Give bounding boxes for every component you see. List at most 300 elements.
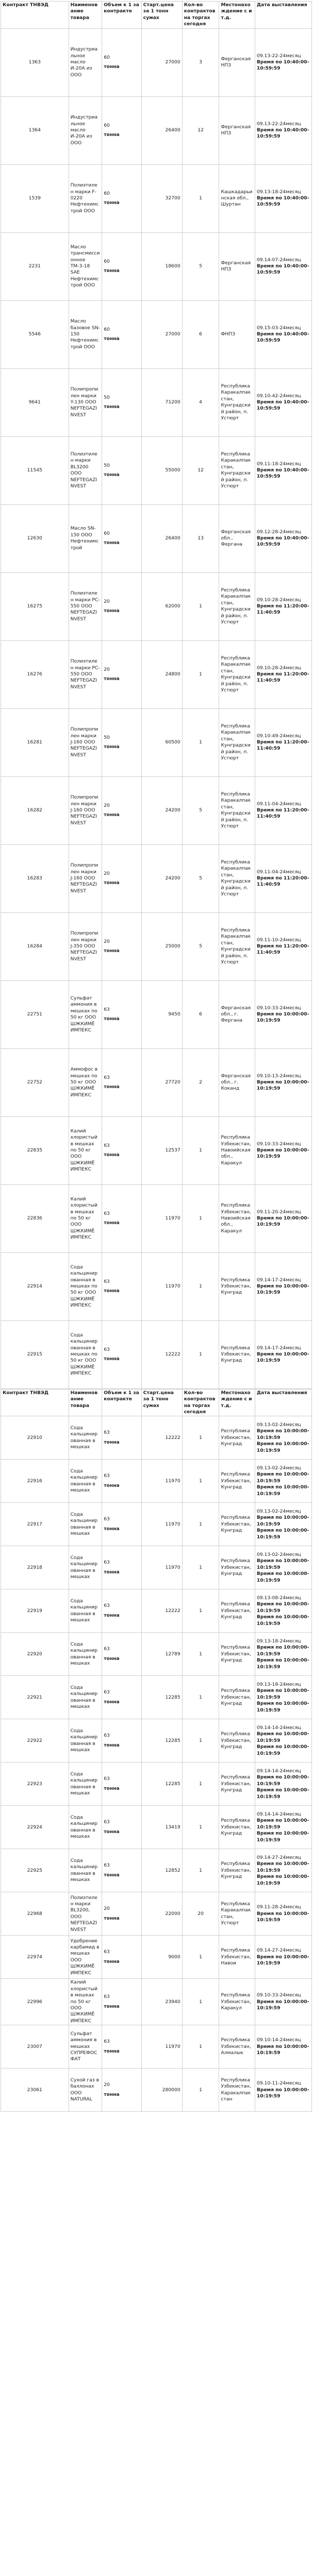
header-location-2: Местонахождение с и т.д. (219, 1389, 255, 1416)
location-value: Республика Узбекистан, Каракул (221, 1992, 251, 2011)
unit-label: тонна (104, 2048, 120, 2054)
count-value: 1 (199, 671, 203, 677)
count-value: 20 (197, 1910, 204, 1917)
price-value: 23940 (165, 1998, 180, 2005)
unit-label: тонна (104, 1356, 120, 1362)
cell-volume (102, 1676, 142, 1719)
time-prefix: Время по (256, 807, 282, 813)
date-value: 09.13-02-24месяц (256, 1421, 301, 1428)
table-row (1, 368, 312, 436)
time-window: 10:40:00-10:59:59 (256, 535, 309, 548)
time-prefix: Время по (256, 399, 282, 405)
table-row (1, 232, 312, 300)
volume-value: 63 (104, 1430, 110, 1436)
time-prefix: Время по (256, 1428, 282, 1434)
price-value: 24200 (165, 807, 180, 813)
cell-date (255, 1633, 311, 1676)
cell-volume (102, 1633, 142, 1676)
cell-price (141, 1936, 182, 1979)
cell-location (219, 1546, 255, 1589)
time-window: 10:00:00-10:19:59 (256, 1910, 309, 1923)
location-value: Республика Каракалпакстан, Кунградский район, п. Устюрт (221, 723, 251, 761)
time-prefix: Время по (256, 1558, 282, 1564)
product-name: Полипропилен марки J-160 ООО NEFTEGAZINVEST (70, 862, 98, 894)
volume-value: 63 (104, 1278, 110, 1284)
volume-value: 63 (104, 1473, 110, 1479)
count-value: 1 (199, 1564, 203, 1570)
cell-contract (1, 1892, 69, 1936)
unit-label: тонна (104, 1439, 120, 1445)
time-prefix: Время по (256, 1571, 282, 1577)
price-value: 32700 (165, 195, 180, 201)
contract-id: 23061 (27, 2087, 42, 2093)
location-value: Республика Узбекистан, Кунград (221, 1645, 251, 1664)
cell-count (182, 844, 219, 912)
cell-date (255, 504, 311, 572)
cell-contract (1, 2069, 69, 2112)
cell-date (255, 980, 311, 1048)
table-row (1, 504, 312, 572)
table-row (1, 980, 312, 1048)
price-value: 27720 (165, 1079, 180, 1085)
contract-id: 1364 (28, 127, 41, 133)
cell-volume (102, 368, 142, 436)
contract-id: 5546 (28, 331, 41, 337)
cell-price (141, 1116, 182, 1184)
cell-volume (102, 1849, 142, 1892)
trade-table (1, 1, 312, 1389)
volume-value: 60 (104, 54, 110, 60)
volume-value: 63 (104, 1603, 110, 1609)
cell-product (69, 1460, 102, 1503)
table-row (1, 1719, 312, 1762)
cell-volume (102, 28, 142, 96)
unit-label: тонна (104, 1288, 120, 1294)
cell-contract (1, 1320, 69, 1388)
price-value: 11970 (165, 1478, 180, 1484)
product-name: Сода кальцинированная в мешках (70, 1468, 98, 1494)
date-value: 09.13-08-24месяц (256, 1595, 301, 1601)
count-value: 1 (199, 1781, 203, 1787)
date-value: 09.13-02-24месяц (256, 1465, 301, 1471)
cell-count (182, 1252, 219, 1320)
cell-count (182, 1849, 219, 1892)
product-name: Сода кальцинированная в мешках (70, 1641, 98, 1667)
table-row (1, 1184, 312, 1252)
product-name: Сода кальцинированная в мешках (70, 1598, 98, 1623)
time-prefix: Время по (256, 1701, 282, 1707)
time-prefix: Время по (256, 1351, 282, 1357)
time-window: 11:20:00-11:40:59 (256, 807, 309, 820)
time-window: 10:00:00-10:19:59 (256, 1787, 309, 1800)
contract-id: 22921 (27, 1694, 42, 1700)
price-value: 11970 (165, 1564, 180, 1570)
cell-product (69, 2069, 102, 2112)
cell-price (141, 1633, 182, 1676)
cell-product (69, 232, 102, 300)
table-header-row (1, 2, 312, 29)
cell-price (141, 96, 182, 164)
cell-volume (102, 1546, 142, 1589)
date-value: 09.14-17-24месяц (256, 1345, 301, 1351)
location-value: Республика Узбекистан, Навоийская обл., Каракул (221, 1134, 251, 1166)
cell-price (141, 1252, 182, 1320)
cell-volume (102, 844, 142, 912)
date-value: 09.10-14-24месяц (256, 2037, 301, 2043)
cell-price (141, 640, 182, 708)
unit-label: тонна (104, 540, 120, 546)
time-prefix: Время по (256, 1744, 282, 1750)
cell-volume (102, 1979, 142, 2025)
time-window: 10:40:00-10:59:59 (256, 59, 309, 72)
count-value: 1 (199, 739, 203, 745)
cell-count (182, 1546, 219, 1589)
product-name: Полиэтилен марки F-0220 Нефтехимстрой ООО (70, 182, 99, 214)
cell-count (182, 1633, 219, 1676)
location-value: Ферганская обл., г. Фергана (221, 1005, 251, 1024)
table-row (1, 1460, 312, 1503)
table-row (1, 1546, 312, 1589)
cell-contract (1, 1979, 69, 2025)
time-window: 10:00:00-10:19:59 (256, 1351, 309, 1364)
count-value: 3 (199, 59, 203, 65)
cell-volume (102, 504, 142, 572)
cell-price (141, 1048, 182, 1116)
cell-product (69, 1546, 102, 1589)
product-name: Масло трансмиссионное ТМ-3-18 SAE Нефтехимстрой ООО (70, 244, 100, 289)
contract-id: 2231 (28, 263, 41, 269)
contract-id: 22920 (27, 1651, 42, 1657)
time-window: 10:00:00-10:19:59 (256, 1744, 309, 1756)
price-value: 18600 (165, 263, 180, 269)
table-row (1, 1633, 312, 1676)
table-row (1, 2025, 312, 2069)
volume-value: 60 (104, 326, 110, 332)
contract-id: 16281 (27, 739, 42, 745)
cell-date (255, 1849, 311, 1892)
cell-contract (1, 232, 69, 300)
cell-location (219, 436, 255, 504)
time-window: 10:40:00-10:59:59 (256, 331, 309, 344)
count-value: 5 (199, 263, 203, 269)
cell-location (219, 368, 255, 436)
time-prefix: Время по (256, 127, 282, 133)
cell-product (69, 1762, 102, 1806)
contract-id: 12630 (27, 535, 42, 541)
unit-label: тонна (104, 1612, 120, 1618)
count-value: 1 (199, 603, 203, 609)
time-prefix: Время по (256, 535, 282, 541)
time-prefix: Время по (256, 1731, 282, 1737)
cell-location (219, 232, 255, 300)
cell-count (182, 1936, 219, 1979)
cell-location (219, 164, 255, 232)
cell-date (255, 912, 311, 980)
date-value: 09.13-18-24месяц (256, 189, 301, 195)
time-window: 10:00:00-10:19:59 (256, 1614, 309, 1626)
contract-id: 23007 (27, 2043, 42, 2049)
cell-price (141, 776, 182, 844)
cell-price (141, 232, 182, 300)
location-value: Республика Узбекистан, Кунград (221, 1601, 251, 1620)
cell-contract (1, 504, 69, 572)
cell-price (141, 1676, 182, 1719)
cell-date (255, 232, 311, 300)
cell-volume (102, 1320, 142, 1388)
count-value: 12 (197, 127, 204, 133)
contract-id: 22752 (27, 1079, 42, 1085)
cell-count (182, 776, 219, 844)
date-value: 09.14-17-24месяц (256, 1277, 301, 1283)
location-value: Республика Каракалпакстан, Кунградский район, п. Устюрт (221, 791, 251, 829)
volume-value: 63 (104, 1733, 110, 1739)
cell-product (69, 2025, 102, 2069)
cell-location (219, 912, 255, 980)
product-name: Полиэтилен марки BL3200, ООО NEFTEGAZINVEST (70, 1894, 97, 1933)
product-name: Сода кальцинированная в мешках (70, 1815, 98, 1840)
unit-label: тонна (104, 744, 120, 750)
cell-location (219, 1460, 255, 1503)
volume-value: 63 (104, 1006, 110, 1012)
cell-volume (102, 1116, 142, 1184)
cell-volume (102, 1762, 142, 1806)
location-value: Республика Узбекистан, Кунград (221, 1428, 251, 1447)
cell-contract (1, 844, 69, 912)
date-value: 09.10-42-24месяц (256, 393, 301, 399)
product-name: Полиэтилен марки BL3200 ООО NEFTEGAZINVEST (70, 451, 97, 489)
volume-value: 60 (104, 258, 110, 264)
time-prefix: Время по (256, 1657, 282, 1664)
cell-count (182, 436, 219, 504)
count-value: 1 (199, 1283, 203, 1289)
unit-label: тонна (104, 1084, 120, 1090)
time-prefix: Время по (256, 1645, 282, 1651)
cell-location (219, 1320, 255, 1388)
cell-count (182, 1048, 219, 1116)
time-window: 10:00:00-10:19:59 (256, 1441, 309, 1453)
unit-label: тонна (104, 1828, 120, 1835)
table-row (1, 572, 312, 640)
cell-product (69, 28, 102, 96)
count-value: 1 (199, 1607, 203, 1614)
time-prefix: Время по (256, 1861, 282, 1867)
time-prefix: Время по (256, 1215, 282, 1221)
price-value: 12222 (165, 1607, 180, 1614)
product-name: Сода кальцинированная в мешках (70, 1555, 98, 1580)
time-window: 10:00:00-10:19:59 (256, 1774, 309, 1787)
time-window: 11:20:00-11:40:59 (256, 671, 309, 684)
cell-date (255, 1806, 311, 1849)
cell-contract (1, 1252, 69, 1320)
cell-contract (1, 164, 69, 232)
date-value: 09.13-18-24месяц (256, 1638, 301, 1644)
product-name: Сода кальцинированная в мешках (70, 1425, 98, 1450)
time-prefix: Время по (256, 263, 282, 269)
table-row (1, 300, 312, 368)
cell-date (255, 368, 311, 436)
product-name: Калий хлористый в мешках по 50 кг ООО ШЖКИМЁ ИМПЕКС (70, 1196, 97, 1241)
cell-count (182, 1719, 219, 1762)
price-value: 27000 (165, 331, 180, 337)
time-prefix: Время по (256, 1910, 282, 1917)
cell-location (219, 1806, 255, 1849)
unit-label: тонна (104, 268, 120, 274)
location-value: Республика Узбекистан, Кунград (221, 1861, 251, 1880)
volume-value: 63 (104, 2039, 110, 2045)
time-prefix: Время по (256, 1147, 282, 1153)
count-value: 5 (199, 943, 203, 949)
location-value: Ферганская НПЗ (221, 124, 251, 137)
table-row (1, 1676, 312, 1719)
cell-date (255, 1252, 311, 1320)
location-value: Республика Каракалпакстан, Кунградский район, п. Устюрт (221, 451, 251, 489)
cell-price (141, 1416, 182, 1460)
time-window: 10:00:00-10:19:59 (256, 2087, 309, 2099)
time-window: 10:00:00-10:19:59 (256, 1011, 309, 1024)
volume-value: 50 (104, 394, 110, 400)
time-window: 10:00:00-10:19:59 (256, 1998, 309, 2011)
product-name: Сода кальцинированная в мешках по 50 кг ООО ШЖКИМЁ ИМПЕКС (70, 1332, 98, 1377)
product-name: Сульфат аммония в мешках СУПРЕФОСФАТ (70, 2030, 97, 2062)
product-name: Масло базовое SN-150 Нефтехимстрой ООО (70, 318, 101, 350)
location-value: Ферганская НПЗ (221, 260, 251, 273)
cell-location (219, 1048, 255, 1116)
price-value: 71200 (165, 399, 180, 405)
header-product-2: Наименование товара (69, 1389, 102, 1416)
product-name: Сода кальцинированная в мешках (70, 1858, 98, 1883)
volume-value: 20 (104, 802, 110, 808)
cell-price (141, 1892, 182, 1936)
cell-location (219, 1184, 255, 1252)
cell-location (219, 1503, 255, 1546)
location-value: Республика Узбекистан, Алмалык (221, 2037, 251, 2056)
time-prefix: Время по (256, 1515, 282, 1521)
date-value: 09.10-28-24месяц (256, 665, 301, 671)
cell-contract (1, 1546, 69, 1589)
cell-location (219, 708, 255, 776)
unit-label: тонна (104, 1742, 120, 1748)
cell-contract (1, 640, 69, 708)
time-prefix: Время по (256, 1011, 282, 1017)
cell-volume (102, 1806, 142, 1849)
cell-price (141, 28, 182, 96)
unit-label: тонна (104, 1526, 120, 1532)
volume-value: 63 (104, 1560, 110, 1566)
location-value: Кашкадарьинская обл., Шуртан (221, 189, 253, 208)
count-value: 1 (199, 1867, 203, 1873)
contract-id: 22910 (27, 1434, 42, 1440)
cell-contract (1, 368, 69, 436)
time-window: 10:40:00-10:59:59 (256, 127, 309, 140)
cell-date (255, 2069, 311, 2112)
product-name: Полиэтилен марки PC-550 ООО NEFTEGAZINVEST (70, 590, 100, 622)
price-value: 25000 (165, 943, 180, 949)
date-value: 09.10-33-24месяц (256, 1992, 301, 1998)
price-value: 11970 (165, 1283, 180, 1289)
unit-label: тонна (104, 1872, 120, 1878)
contract-id: 22916 (27, 1478, 42, 1484)
product-name: Полиэтилен марки PC-550 ООО NEFTEGAZINVEST (70, 658, 100, 690)
cell-contract (1, 1460, 69, 1503)
unit-label: тонна (104, 472, 120, 478)
time-prefix: Время по (256, 875, 282, 881)
volume-value: 20 (104, 1906, 110, 1912)
time-prefix: Время по (256, 1441, 282, 1447)
cell-volume (102, 572, 142, 640)
unit-label: тонна (104, 132, 120, 138)
price-value: 26400 (165, 127, 180, 133)
contract-id: 22923 (27, 1781, 42, 1787)
date-value: 09.10-49-24месяц (256, 733, 301, 739)
cell-price (141, 436, 182, 504)
cell-price (141, 1589, 182, 1633)
price-value: 11970 (165, 1521, 180, 1527)
cell-date (255, 1184, 311, 1252)
cell-date (255, 572, 311, 640)
location-value: Республика Узбекистан, Кунград (221, 1471, 251, 1490)
cell-contract (1, 1806, 69, 1849)
price-value: 12789 (165, 1651, 180, 1657)
price-value: 12222 (165, 1434, 180, 1440)
time-window: 10:00:00-10:19:59 (256, 1283, 309, 1296)
time-prefix: Время по (256, 467, 282, 473)
cell-date (255, 1589, 311, 1633)
cell-product (69, 1892, 102, 1936)
cell-product (69, 1936, 102, 1979)
cell-price (141, 1849, 182, 1892)
cell-contract (1, 1849, 69, 1892)
cell-contract (1, 96, 69, 164)
header-volume: Объем к 1 за контракте (102, 2, 142, 29)
table-row (1, 708, 312, 776)
volume-value: 63 (104, 1074, 110, 1080)
price-value: 280000 (162, 2087, 180, 2093)
header-location: Местонахождение с и т.д. (219, 2, 255, 29)
price-value: 12285 (165, 1781, 180, 1787)
cell-date (255, 2025, 311, 2069)
count-value: 1 (199, 2087, 203, 2093)
cell-contract (1, 776, 69, 844)
cell-product (69, 1589, 102, 1633)
unit-label: тонна (104, 812, 120, 818)
time-prefix: Время по (256, 671, 282, 677)
cell-location (219, 1979, 255, 2025)
cell-location (219, 2025, 255, 2069)
price-value: 26400 (165, 535, 180, 541)
time-window: 11:20:00-11:40:59 (256, 943, 309, 956)
unit-label: тонна (104, 1958, 120, 1964)
count-value: 1 (199, 1215, 203, 1221)
count-value: 6 (199, 1011, 203, 1017)
cell-count (182, 1320, 219, 1388)
time-prefix: Время по (256, 1079, 282, 1085)
time-prefix: Время по (256, 1601, 282, 1607)
cell-product (69, 1719, 102, 1762)
cell-volume (102, 1048, 142, 1116)
count-value: 6 (199, 331, 203, 337)
cell-date (255, 708, 311, 776)
unit-label: тонна (104, 1699, 120, 1705)
volume-value: 20 (104, 870, 110, 876)
cell-location (219, 572, 255, 640)
date-value: 09.11-28-24месяц (256, 1904, 301, 1910)
cell-volume (102, 776, 142, 844)
cell-count (182, 1503, 219, 1546)
cell-contract (1, 1589, 69, 1633)
cell-date (255, 1460, 311, 1503)
contract-id: 22751 (27, 1011, 42, 1017)
cell-location (219, 1719, 255, 1762)
